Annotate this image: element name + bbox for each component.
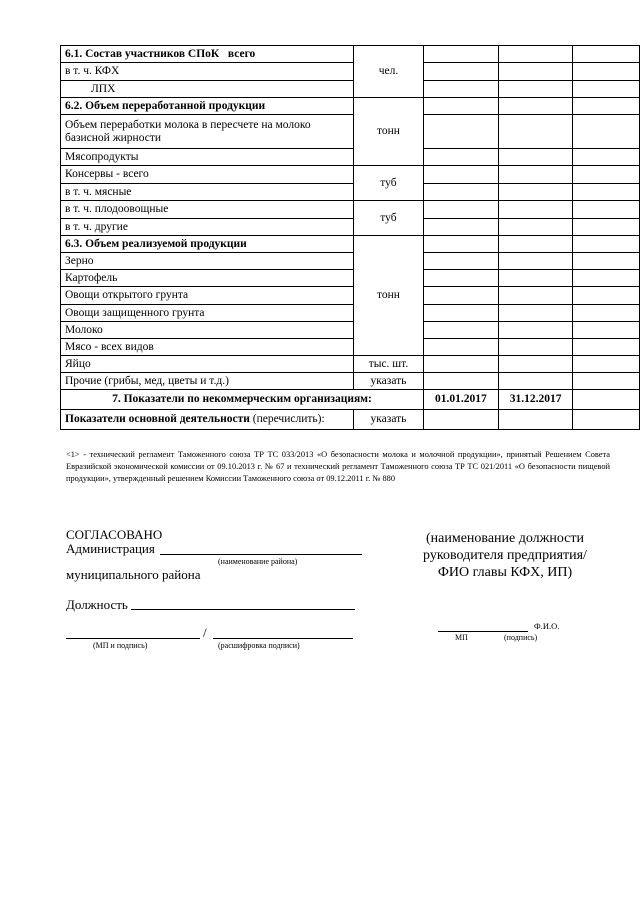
value-cell[interactable]	[573, 339, 640, 356]
value-cell[interactable]	[573, 287, 640, 305]
unit-thousand-pcs: тыс. шт.	[353, 356, 423, 373]
value-cell[interactable]	[498, 201, 573, 219]
value-cell[interactable]	[573, 410, 640, 430]
value-cell[interactable]	[573, 115, 640, 149]
value-cell[interactable]	[573, 322, 640, 339]
unit-specify: указать	[353, 410, 423, 430]
value-cell[interactable]	[573, 149, 640, 166]
value-cell[interactable]	[573, 184, 640, 201]
value-cell[interactable]	[498, 98, 573, 115]
unit-chel: чел.	[353, 46, 423, 98]
value-cell[interactable]	[498, 219, 573, 236]
value-cell[interactable]	[423, 236, 498, 253]
row-eggs: Яйцо	[61, 356, 354, 373]
position-label: Должность	[66, 597, 128, 612]
value-cell[interactable]	[573, 373, 640, 390]
value-cell[interactable]	[498, 115, 573, 149]
value-cell[interactable]	[498, 270, 573, 287]
section-6-3-header: 6.3. Объем реализуемой продукции	[61, 236, 354, 253]
value-cell[interactable]	[573, 236, 640, 253]
row-other: Прочие (грибы, мед, цветы и т.д.)	[61, 373, 354, 390]
right-signature-line[interactable]	[438, 631, 528, 632]
value-cell[interactable]	[573, 166, 640, 184]
value-cell[interactable]	[423, 270, 498, 287]
value-cell[interactable]	[423, 253, 498, 270]
position-line[interactable]	[131, 609, 355, 610]
value-cell[interactable]	[498, 287, 573, 305]
value-cell[interactable]	[498, 46, 573, 63]
row-milk-processing: Объем переработки молока в пересчете на молоко базисной жирности	[61, 115, 354, 149]
value-cell[interactable]	[423, 201, 498, 219]
value-cell[interactable]	[423, 166, 498, 184]
value-cell[interactable]	[423, 46, 498, 63]
value-cell[interactable]	[423, 373, 498, 390]
value-cell[interactable]	[498, 410, 573, 430]
district-line[interactable]	[160, 554, 362, 555]
section-7-header: 7. Показатели по некоммерческим организациям:	[61, 390, 424, 410]
row-meat-products: Мясопродукты	[61, 149, 354, 166]
value-cell[interactable]	[573, 356, 640, 373]
row-milk: Молоко	[61, 322, 354, 339]
value-cell[interactable]	[573, 98, 640, 115]
row-canned-other: в т. ч. другие	[61, 219, 354, 236]
value-cell[interactable]	[498, 81, 573, 98]
value-cell[interactable]	[423, 219, 498, 236]
value-cell[interactable]	[423, 410, 498, 430]
row-canned-total: Консервы - всего	[61, 166, 354, 184]
row-potato: Картофель	[61, 270, 354, 287]
municipal-label: муниципального района	[66, 567, 201, 582]
value-cell[interactable]	[423, 63, 498, 81]
value-cell[interactable]	[498, 322, 573, 339]
signature-line[interactable]	[66, 638, 200, 639]
value-cell[interactable]	[423, 149, 498, 166]
value-cell[interactable]	[498, 184, 573, 201]
row-kfh: в т. ч. КФХ	[61, 63, 354, 81]
value-cell[interactable]	[573, 219, 640, 236]
mp-label: МП	[455, 633, 468, 642]
mp-sign-hint: (МП и подпись)	[93, 641, 148, 650]
value-cell[interactable]	[498, 373, 573, 390]
value-cell[interactable]	[573, 201, 640, 219]
value-cell[interactable]	[423, 339, 498, 356]
value-cell[interactable]	[498, 63, 573, 81]
sign-hint: (подпись)	[504, 633, 538, 642]
value-cell[interactable]	[423, 184, 498, 201]
value-cell[interactable]	[498, 253, 573, 270]
value-cell[interactable]	[573, 270, 640, 287]
position-placeholder	[400, 530, 610, 581]
unit-tub: туб	[353, 166, 423, 201]
row-canned-fruit: в т. ч. плодоовощные	[61, 201, 354, 219]
row-veg-open: Овощи открытого грунта	[61, 287, 354, 305]
value-cell[interactable]	[498, 149, 573, 166]
position-line-2: руководителя предприятия/	[423, 548, 587, 563]
value-cell[interactable]	[498, 339, 573, 356]
position-line-3: ФИО главы КФХ, ИП)	[437, 565, 573, 580]
value-cell[interactable]	[573, 253, 640, 270]
row-canned-meat: в т. ч. мясные	[61, 184, 354, 201]
decode-line[interactable]	[213, 638, 353, 639]
unit-tonn: тонн	[353, 236, 423, 356]
row-main-activity: Показатели основной деятельности (перечислить):	[61, 410, 354, 430]
unit-specify: указать	[353, 373, 423, 390]
approval-title: СОГЛАСОВАНО	[66, 527, 163, 542]
row-lph: ЛПХ	[61, 81, 354, 98]
unit-tub: туб	[353, 201, 423, 236]
value-cell[interactable]	[423, 356, 498, 373]
value-cell[interactable]	[498, 236, 573, 253]
admin-label: Администрация	[66, 541, 155, 556]
value-cell[interactable]	[498, 305, 573, 322]
position-line-1: (наименование должности	[425, 531, 585, 546]
indicators-table	[60, 45, 640, 430]
value-cell[interactable]	[498, 356, 573, 373]
unit-tonn: тонн	[353, 98, 423, 166]
row-meat-all: Мясо - всех видов	[61, 339, 354, 356]
footnote: <1> - технический регламент Таможенного союза ТР ТС 033/2013 «О безопасности молока и молочной продукции», принятый Решением Совета Евразийской экономической комиссии от 09.10.2013 г. № 67 и технический регламент Таможенного союза ТР ТС 021/2011 «О безопасности пищевой продукции», утвержденный решением Комиссии Таможенного союза от 09.12.2011 г. № 880	[66, 450, 610, 483]
value-cell[interactable]	[573, 390, 640, 410]
section-6-1-header: 6.1. Состав участников СПоК всего	[61, 46, 354, 63]
value-cell[interactable]	[573, 63, 640, 81]
value-cell[interactable]	[573, 305, 640, 322]
date-end: 31.12.2017	[498, 390, 573, 410]
value-cell[interactable]	[573, 46, 640, 63]
decode-hint: (расшифровка подписи)	[218, 641, 300, 650]
value-cell[interactable]	[498, 166, 573, 184]
value-cell[interactable]	[573, 81, 640, 98]
slash: /	[203, 625, 207, 640]
row-grain: Зерно	[61, 253, 354, 270]
date-start: 01.01.2017	[423, 390, 498, 410]
value-cell[interactable]	[423, 287, 498, 305]
row-veg-protected: Овощи защищенного грунта	[61, 305, 354, 322]
value-cell[interactable]	[423, 115, 498, 149]
district-hint: (наименование района)	[218, 557, 298, 566]
value-cell[interactable]	[423, 98, 498, 115]
value-cell[interactable]	[423, 81, 498, 98]
value-cell[interactable]	[423, 322, 498, 339]
section-6-2-header: 6.2. Объем переработанной продукции	[61, 98, 354, 115]
value-cell[interactable]	[423, 305, 498, 322]
fio-label: Ф.И.О.	[534, 621, 560, 631]
